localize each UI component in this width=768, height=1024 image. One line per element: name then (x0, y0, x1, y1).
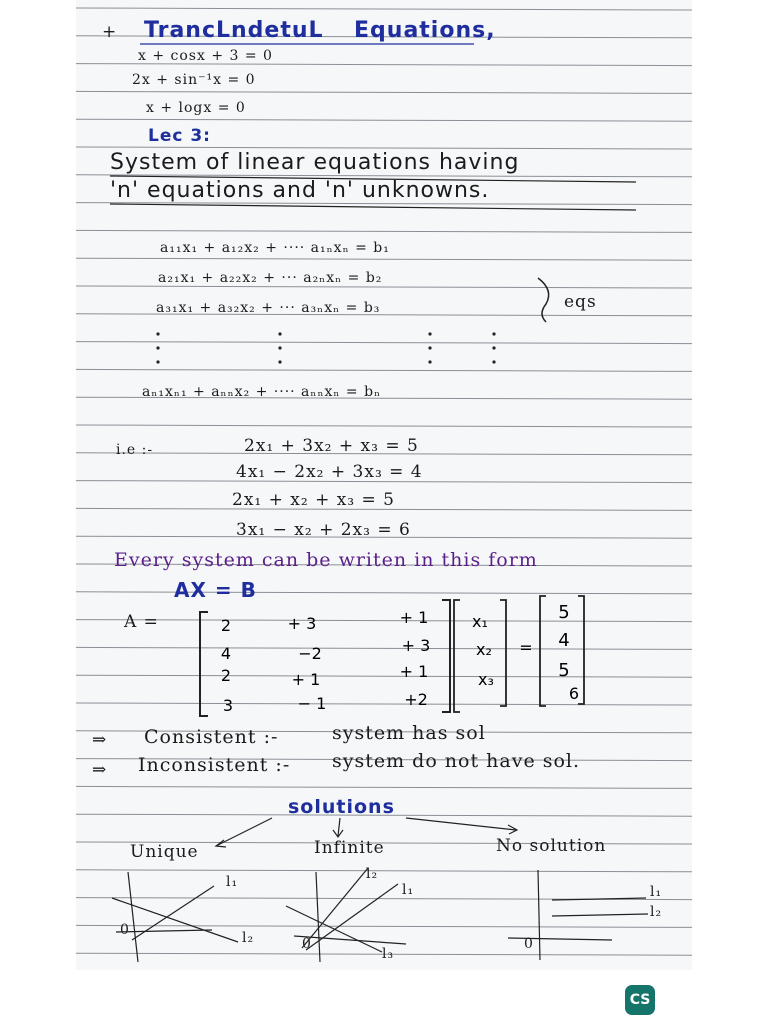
infinite-line-label: l₂ (366, 866, 379, 882)
matrix-label: A = (124, 612, 159, 632)
infinite-line-label: l₁ (402, 882, 415, 898)
title-word-1: TrancLndetuL (144, 18, 324, 43)
solution-type-none: No solution (496, 836, 607, 856)
consistent-desc: system has sol (332, 722, 486, 744)
heading-underline (110, 176, 636, 182)
example-row-2: 4x₁ − 2x₂ + 3x₃ = 4 (236, 462, 423, 482)
none-origin: 0 (524, 936, 534, 952)
example-row-1: 2x₁ + 3x₂ + x₃ = 5 (244, 436, 419, 456)
infinite-line-label: l₃ (382, 946, 395, 962)
trans-eq-2: 2x + sin⁻¹x = 0 (132, 72, 256, 88)
lecture-label: Lec 3: (148, 126, 211, 146)
consistent-arrow: ⇒ (92, 730, 108, 750)
unique-line-label: l₂ (242, 930, 255, 946)
arrow-to-infinite (338, 818, 340, 836)
solution-type-infinite: Infinite (314, 838, 385, 858)
solution-type-unique: Unique (130, 842, 199, 862)
vector-x-cell: x₂ (476, 640, 492, 659)
matrix-equals: = (519, 638, 533, 657)
vertical-dots (156, 332, 495, 363)
infinite-graph (286, 868, 406, 962)
matrix-a-cell: + 1 (399, 608, 429, 627)
ink-drawings (76, 0, 692, 970)
unique-line-label: l₁ (226, 874, 239, 890)
matrix-a-cell: + 1 (291, 670, 321, 689)
vector-b-cell: 5 (558, 660, 570, 681)
vector-b-right-bracket (578, 596, 584, 704)
matrix-a-right-bracket (442, 600, 450, 712)
notebook-page (76, 0, 692, 970)
general-last-row: aₙ₁xₙ₁ + aₙₙx₂ + ···· aₙₙxₙ = bₙ (142, 384, 382, 400)
heading-underline (110, 204, 636, 210)
trans-eq-3: x + logx = 0 (146, 100, 246, 116)
general-row-3: a₃₁x₁ + a₃₂x₂ + ··· a₃ₙxₙ = b₃ (156, 300, 381, 316)
matrix-a-cell: −2 (298, 644, 322, 663)
matrix-a-cell: − 1 (297, 694, 327, 713)
matrix-a-cell: 2 (220, 616, 232, 635)
vector-b-left-bracket (540, 596, 546, 706)
unique-graph (112, 872, 238, 962)
vector-b-cell: 4 (558, 630, 570, 651)
matrix-a-cell: 3 (222, 696, 234, 715)
trans-eq-1: x + cosx + 3 = 0 (138, 48, 273, 64)
arrow-to-none (406, 818, 516, 830)
title-bullet: + (102, 22, 118, 42)
example-row-3: 2x₁ + x₂ + x₃ = 5 (232, 490, 395, 510)
eqs-brace (538, 278, 549, 322)
form-text: Every system can be writen in this form (114, 549, 538, 571)
vector-x-cell: x₁ (472, 612, 488, 631)
inconsistent-arrow: ⇒ (92, 760, 108, 780)
matrix-a-left-bracket (200, 612, 208, 716)
general-row-2: a₂₁x₁ + a₂₂x₂ + ··· a₂ₙxₙ = b₂ (158, 270, 383, 286)
vector-x-left-bracket (454, 600, 460, 712)
example-row-4: 3x₁ − x₂ + 2x₃ = 6 (236, 520, 411, 540)
vector-x-right-bracket (500, 600, 506, 706)
brace-label: eqs (564, 292, 597, 312)
inconsistent-term: Inconsistent :- (138, 754, 291, 776)
matrix-a-cell: +2 (404, 690, 428, 709)
matrix-a-cell: 4 (220, 644, 232, 663)
infinite-origin: 0 (302, 936, 312, 952)
none-line-label: l₂ (650, 904, 663, 920)
solutions-heading: solutions (288, 796, 395, 818)
matrix-a-cell: + 3 (287, 614, 317, 633)
heading-line-1: System of linear equations having (110, 150, 520, 175)
title-word-2: Equations, (354, 18, 496, 43)
vector-x-cell: x₃ (478, 670, 494, 689)
inconsistent-desc: system do not have sol. (332, 750, 581, 772)
unique-origin: 0 (120, 922, 130, 938)
camscanner-badge: CS (625, 985, 655, 1015)
matrix-a-cell: + 1 (399, 662, 429, 681)
general-row-1: a₁₁x₁ + a₁₂x₂ + ···· a₁ₙxₙ = b₁ (160, 240, 390, 256)
matrix-a-cell: + 3 (401, 636, 431, 655)
consistent-term: Consistent :- (144, 726, 279, 748)
heading-line-2: 'n' equations and 'n' unknowns. (110, 178, 490, 203)
vector-b-cell: 6 (568, 684, 580, 703)
none-graph (508, 870, 648, 960)
arrow-to-unique (216, 818, 272, 846)
example-prefix: i.e :- (116, 442, 154, 458)
matrix-a-cell: 2 (220, 666, 232, 685)
form-equation: AX = B (174, 578, 257, 602)
none-line-label: l₁ (650, 884, 663, 900)
vector-b-cell: 5 (558, 602, 570, 623)
